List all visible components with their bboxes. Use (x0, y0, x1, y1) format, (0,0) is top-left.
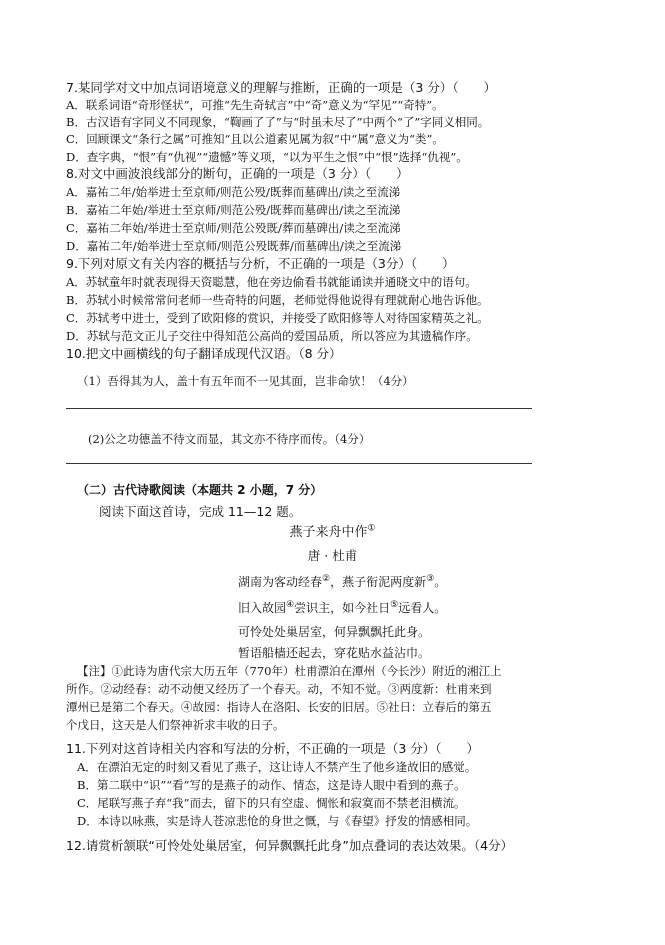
poem-line-1-a: 湖南为客动经春 (238, 575, 323, 589)
q9-option-b: B．苏轼小时候常常问老师一些奇特的问题，老师觉得他说得有理就耐心地告诉他。 (66, 293, 489, 307)
poem-line-3: 可怜处处巢居室，何异飘飘托此身。 (238, 625, 431, 639)
poem-author: 唐 · 杜甫 (307, 548, 358, 563)
q7-option-a: A．联系词语“奇形怪状”，可推“先生奇轼言”中“奇”意义为“罕见”“奇特”。 (66, 98, 444, 112)
poem-note-line-3: 潭州已是第二个春天。④故园：指诗人在洛阳、长安的旧居。⑤社日：立春后的第五 (66, 700, 492, 714)
poem-note-4: ④ (286, 600, 295, 610)
q12-stem: 12.请赏析颔联“可怜处处巢居室，何异飘飘托此身”加点叠词的表达效果。（4分） (66, 838, 514, 853)
q11-stem: 11.下列对这首诗相关内容和写法的分析，不正确的一项是（3 分）（ ） (66, 741, 480, 756)
q10-stem: 10.把文中画横线的句子翻译成现代汉语。（8 分） (66, 346, 342, 361)
poem-note-3: ③ (426, 574, 435, 584)
q9-option-a: A．苏轼童年时就表现得天资聪慧，他在旁边偷看书就能诵读并通晓文中的语句。 (66, 275, 477, 289)
q7-option-c: C．回顾课文“条行之属”可推知“且以公道素见属为叙”中“属”意义为“类”。 (66, 132, 444, 146)
q10-sentence-1: （1）吾得其为人，盖十有五年而不一见其面，岂非命欤！（4分） (77, 374, 414, 388)
q9-option-d: D．苏轼与范文正儿子交往中得知范公高尚的爱国品质，所以答应为其遗稿作序。 (66, 329, 478, 343)
poem-note-2: ② (322, 574, 331, 584)
poem-note-line-1: 【注】①此诗为唐代宗大历五年（770年）杜甫漂泊在潭州（今长沙）附近的湘江上 (77, 664, 502, 678)
q11-option-b: B．第二联中“识”“看”写的是燕子的动作、情态，这是诗人眼中看到的燕子。 (77, 778, 466, 792)
q9-option-c: C．苏轼考中进士，受到了欧阳修的赏识，并接受了欧阳修等人对待国家精英之礼。 (66, 311, 489, 325)
q7-stem: 7.某同学对文中加点词语境意义的理解与推断，正确的一项是（3 分）（ ） (66, 80, 497, 95)
poem-line-2 (238, 600, 446, 616)
q10-sentence-2: (2)公之功德盖不待文而显，其文亦不待序而传。（4分） (88, 432, 371, 446)
poem-title-note: ① (367, 523, 376, 534)
poem-line-1 (238, 574, 446, 590)
section-heading: （二）古代诗歌阅读（本题共 2 小题，7 分） (77, 483, 323, 497)
poem-line-2-c: 远看人。 (398, 601, 447, 615)
section-intro: 阅读下面这首诗，完成 11—12 题。 (99, 504, 302, 519)
q7-option-d: D．查字典，“恨”有“仇视”“遗憾”等义项，“以为平生之恨”中“恨”选择“仇视”。 (66, 150, 468, 164)
q8-stem: 8.对文中画波浪线部分的断句，正确的一项是（3 分）（ ） (66, 166, 409, 181)
q8-option-a: A．嘉祐二年/始举进士至京师/则范公殁/既葬而墓碑出/读之至流涕 (66, 185, 401, 199)
poem-line-2-b: 尝识主，如今社日 (294, 601, 391, 615)
poem-line-1-c: 。 (434, 575, 447, 589)
poem-line-1-b: ，燕子衔泥两度新 (330, 575, 427, 589)
q11-option-a: A．在漂泊无定的时刻又看见了燕子，这让诗人不禁产生了他乡逢故旧的感觉。 (77, 760, 477, 774)
q11-option-d: D．本诗以咏燕，实是诗人苍凉悲怆的身世之慨，与《春望》抒发的情感相同。 (77, 814, 478, 828)
q11-option-c: C．尾联写燕子弃“我”而去，留下的只有空虚、惆怅和寂寞而不禁老泪横流。 (77, 796, 466, 810)
poem-note-line-4: 个戊日，这天是人们祭神祈求丰收的日子。 (66, 718, 285, 732)
poem-line-4: 暂语船樯还起去，穿花贴水益沾巾。 (238, 646, 431, 660)
poem-note-5: ⑤ (390, 600, 399, 610)
poem-title (0, 525, 665, 541)
q8-option-b: B．嘉祐二年始/举进士至京师/则范公殁/既葬而墓碑出/读之至流涕 (66, 203, 401, 217)
poem-title-text: 燕子来舟中作 (289, 525, 368, 540)
poem-line-2-a: 旧入故园 (238, 601, 287, 615)
q8-option-d: D．嘉祐二年/始举进士至京师/则范公殁既葬/而墓碑出/读之至流涕 (66, 239, 402, 253)
answer-line-2 (66, 463, 532, 464)
answer-line-1 (66, 408, 532, 409)
poem-note-line-2: 所作。②动经春：动不动便又经历了一个春天。动，不知不觉。③两度新：杜甫来到 (66, 682, 492, 696)
q7-option-b: B．古汉语有字同义不同现象，“鞫画了了”与“时虽未尽了”中两个“了”字同义相同。 (66, 115, 490, 129)
q9-stem: 9.下列对原文有关内容的概括与分析，不正确的一项是（3分）（ ） (66, 256, 455, 271)
q8-option-c: C．嘉祐二年始/举进士至京师/则范公殁既/葬而墓碑出/读之至流涕 (66, 221, 401, 235)
